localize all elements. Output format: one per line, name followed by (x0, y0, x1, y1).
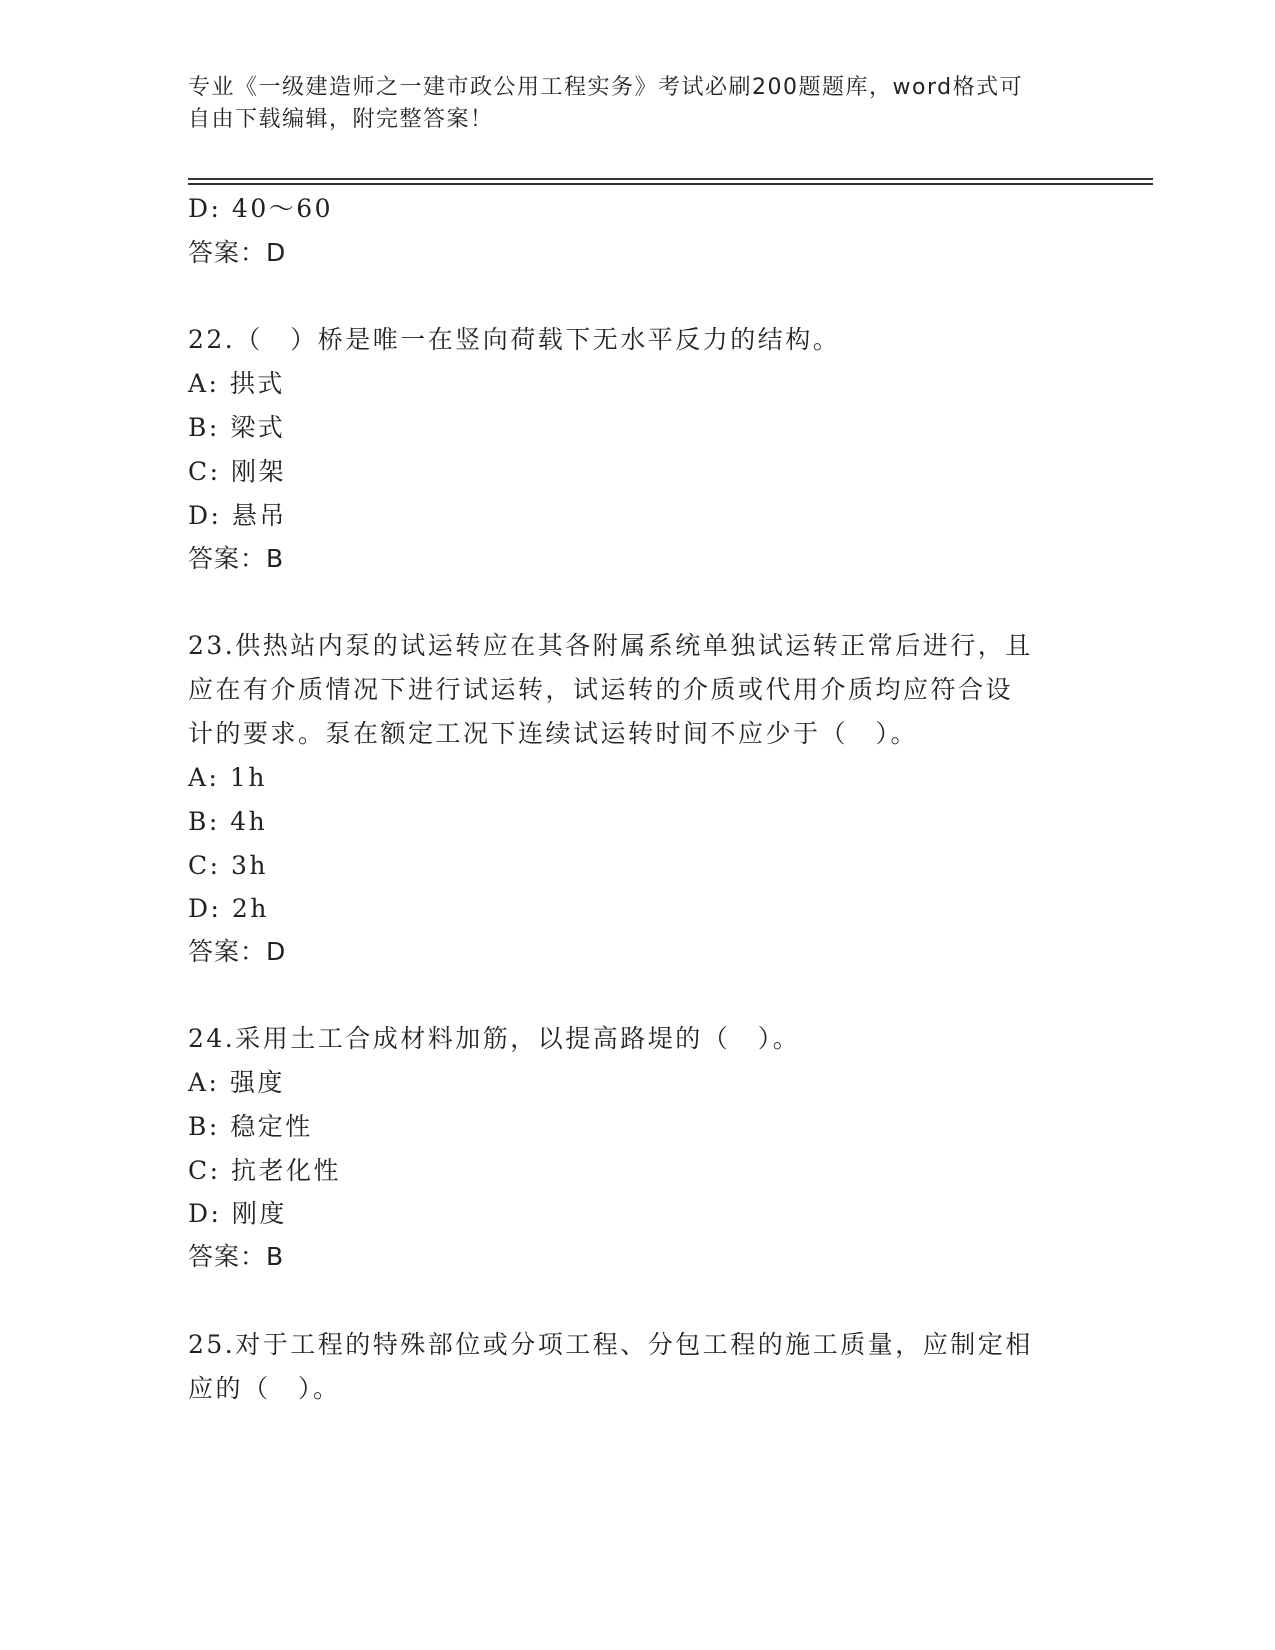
q23-stem-line3: 计的要求。泵在额定工况下连续试运转时间不应少于（ ）。 (188, 719, 919, 748)
q23-stem-line2: 应在有介质情况下进行试运转，试运转的介质或代用介质均应符合设 (188, 675, 1014, 704)
q23-option-b: B: 4h (188, 807, 268, 836)
header-divider-top (188, 178, 1153, 180)
q22-option-b: B: 梁式 (188, 413, 286, 442)
prev-option-d: D: 40～60 (188, 194, 334, 223)
q22-option-c: C: 刚架 (188, 457, 286, 486)
q22-answer: 答案：B (188, 544, 285, 573)
q22-stem: 22.（ ）桥是唯一在竖向荷载下无水平反力的结构。 (188, 325, 841, 354)
q24-option-c: C: 抗老化性 (188, 1156, 341, 1185)
q22-option-a: A: 拱式 (188, 369, 285, 398)
q24-option-d: D: 刚度 (188, 1199, 287, 1228)
q22-option-d: D: 悬吊 (188, 501, 287, 530)
q24-answer: 答案：B (188, 1242, 285, 1271)
q23-answer: 答案：D (188, 937, 287, 966)
q25-stem-line2: 应的（ ）。 (188, 1374, 341, 1403)
q24-option-b: B: 稳定性 (188, 1112, 313, 1141)
q23-option-d: D: 2h (188, 894, 269, 923)
prev-answer: 答案：D (188, 238, 287, 267)
document-header (188, 72, 1088, 136)
q24-stem: 24.采用土工合成材料加筋，以提高路堤的（ ）。 (188, 1024, 801, 1053)
q24-option-a: A: 强度 (188, 1068, 285, 1097)
q23-option-a: A: 1h (188, 763, 267, 792)
q25-stem-line1: 25.对于工程的特殊部位或分项工程、分包工程的施工质量，应制定相 (188, 1330, 1033, 1359)
header-title-line2: 自由下载编辑，附完整答案！ (188, 107, 494, 132)
header-title-line1: 专业《一级建造师之一建市政公用工程实务》考试必刷200题题库，word格式可 (188, 75, 1024, 100)
q23-option-c: C: 3h (188, 851, 269, 880)
q23-stem-line1: 23.供热站内泵的试运转应在其各附属系统单独试运转正常后进行，且 (188, 631, 1033, 660)
header-divider-bottom (188, 183, 1153, 185)
